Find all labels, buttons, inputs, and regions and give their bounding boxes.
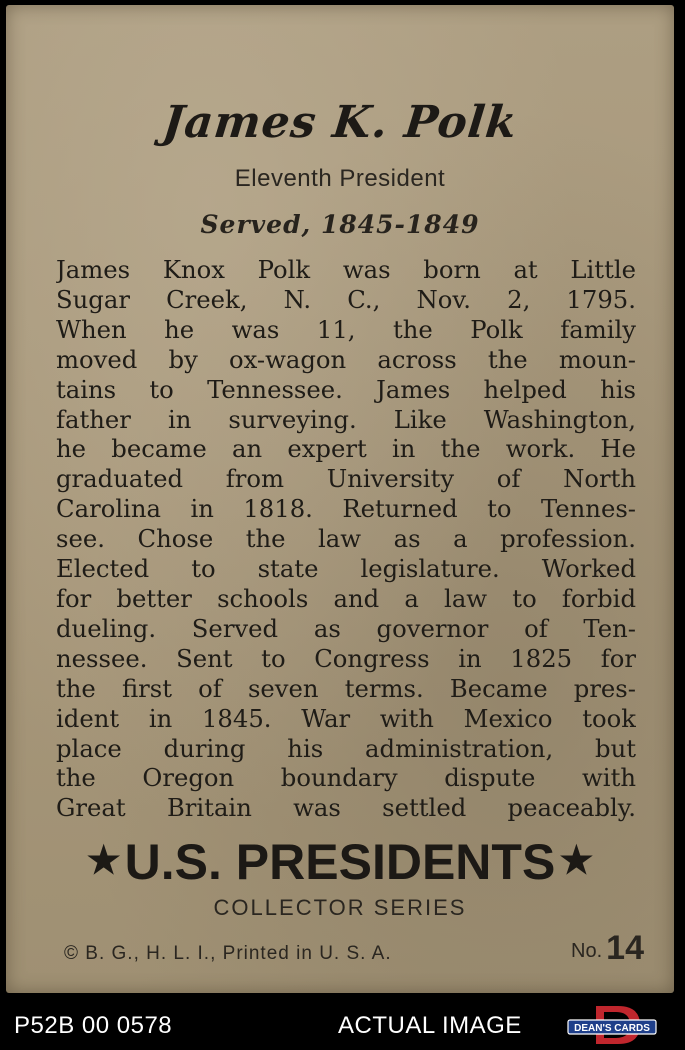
- bio-line: tains to Tennessee. James helped his: [56, 374, 636, 404]
- bio-line: dueling. Served as governor of Ten-: [56, 613, 636, 643]
- biography-text: [56, 255, 636, 823]
- bio-line: he became an expert in the work. He: [56, 434, 636, 464]
- copyright-line: © B. G., H. L. I., Printed in U. S. A.: [64, 943, 392, 964]
- bio-line: for better schools and a law to forbid: [56, 583, 636, 613]
- bio-line: When he was 11, the Polk family: [56, 314, 636, 344]
- inventory-id: P52B 00 0578: [14, 1012, 173, 1039]
- card-number: [571, 929, 644, 968]
- card-number-value: 14: [606, 929, 644, 967]
- bio-line: ident in 1845. War with Mexico took: [56, 703, 636, 733]
- term-served: Served, 1845-1849: [200, 210, 480, 239]
- bio-line: the first of seven terms. Became pres-: [56, 673, 636, 703]
- bio-line: nessee. Sent to Congress in 1825 for: [56, 643, 636, 673]
- bio-line: Elected to state legislature. Worked: [56, 554, 636, 584]
- bio-line: Carolina in 1818. Returned to Tennes-: [56, 494, 636, 524]
- logo-wordmark: DEAN'S CARDS: [574, 1023, 650, 1034]
- card-number-label: No.: [571, 940, 603, 962]
- star-icon: ★: [86, 840, 121, 882]
- bio-line: Sugar Creek, N. C., Nov. 2, 1795.: [56, 284, 636, 314]
- bio-line: see. Chose the law as a profession.: [56, 524, 636, 554]
- deans-cards-logo-icon: [566, 1004, 658, 1046]
- bio-line: James Knox Polk was born at Little: [56, 255, 636, 284]
- actual-image-label: ACTUAL IMAGE: [338, 1012, 522, 1039]
- bio-line: the Oregon boundary dispute with: [56, 763, 636, 793]
- bio-line: moved by ox-wagon across the moun-: [56, 344, 636, 374]
- president-name: James K. Polk: [160, 97, 520, 148]
- series-title: [6, 833, 674, 891]
- bio-line: graduated from University of North: [56, 464, 636, 494]
- bio-line: father in surveying. Like Washington,: [56, 404, 636, 434]
- series-subtitle: COLLECTOR SERIES: [213, 895, 467, 920]
- bio-line: place during his administration, but: [56, 733, 636, 763]
- trading-card-back: [6, 5, 674, 993]
- bio-line: Great Britain was settled peaceably.: [56, 793, 636, 823]
- president-ordinal: Eleventh President: [234, 165, 446, 192]
- star-icon: ★: [559, 840, 594, 882]
- series-title-text: U.S. PRESIDENTS: [124, 834, 556, 890]
- listing-footer: [0, 1000, 685, 1050]
